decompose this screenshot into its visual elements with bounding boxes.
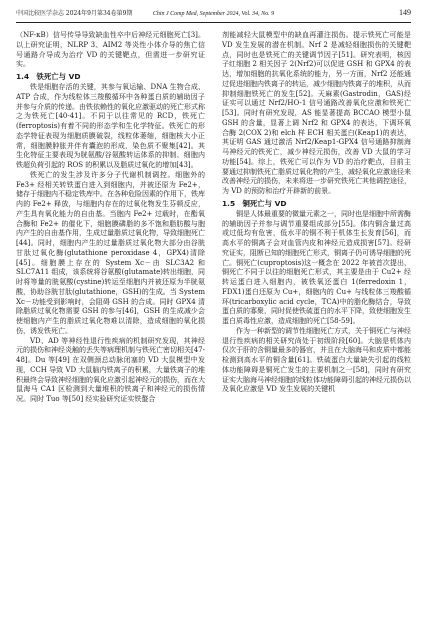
paragraph: 铜是人体最重要的微量元素之一，同时也是细胞中所需酶的辅助因子并参与调节重要组成部分[55]。体内铜含量过高或过低均有危害，低水平的铜不利于机体生长发育[56]，而高水平的铜离子会对血管内皮和神经元造成损害[57]。经研究证实，阻断已知的细胞死亡形式，铜离子仍可诱导细胞的死亡。铜死亡(cuproptosis)这一概念在 2022 年被首次提出，铜死亡不同于以往的细胞死亡形式，其主要是由于 Cu2+ 经转运蛋白进入细胞内，被铁氧还蛋白 1(ferredoxin 1，FDX1)蛋白还原为 Cu+，细胞内的 Cu+ 与线粒体三羧酸循环(tricarboxylic acid cycle，TCA)中的脂化酶结合，导致蛋白质的寡聚，同时促使铁硫蛋白的水平下降，致使细胞发生蛋白质毒性应激，造成细胞的死亡[58-59]。 xyxy=(222,209,411,325)
paragraph: 铁是细胞存活的关键，其参与氧运输、DNA 生物合成、ATP 合成，作为线粒体三羧酸循环中各种蛋白质的辅助因子并参与介质的传递。由铁依赖性的氧化应激驱动的死亡形式称之为铁死亡[40-41]。不同于以往常见的 RCD，铁死亡(ferroptosis)有着不同的形态学和生化学特征。铁死亡的形态学特征表现为细胞质膜破裂，线粒体萎缩，细胞核大小正常，细胞膜肿胀并伴有囊泡的形成，染色质不聚集[42]。其生化特征主要表现为胱氨酸/谷氨酸转运体系的抑制、细胞内铁超负荷引起的 ROS 的积累以及脂质过氧化的增加[43]。 xyxy=(16,83,205,169)
paragraph: （NF-κB）信号传导导致缺血性卒中后神经元细胞死亡[3]。以上研究证明，NLRP 3、AIM2 等炎性小体介导的焦亡信号通路介导成为治疗 VD 的关键靶点，但需进一步研究证实。 xyxy=(16,31,205,69)
journal-title-en: Chin J Comp Med, September 2024, Vol. 34, No. 9 xyxy=(152,11,275,17)
page-header xyxy=(16,8,411,23)
section-heading-cuproptosis: 1.5 铜死亡与 VD xyxy=(222,198,287,208)
page-number: 149 xyxy=(399,8,411,17)
paragraph: 剂能减轻大鼠模型中的缺血再灌注损伤。提示铁死亡可能是 VD 发生发展的潜在机制。Nrf 2 是减轻细胞损伤的关键靶点，同时也是铁死亡的关键调节因子[51]。研究表明，核因子红细胞 2 相关因子 2(Nrf2)可以促进 GSH 和 GPX4 的表达，增加细胞的抗氧化系统的能力，另一方面，Nrf2 还能通过促进细胞内铁离子的转运，减少细胞内铁离子的堆积，从而抑制细胞铁死亡的发生[52]。天麻素(Gastrodin，GAS)经证实可以通过 Nrf2/HO-1 信号通路改善氧化应激和铁死亡[53]。同时有研究发现，AS 能显著提高 BCCAO 模型小鼠 GSH 的含量，显著上调 Nrf2 和 GPX4 的表达，下调环氧合酶 2(COX 2)和 elch 样 ECH 相关蛋白(Keap1)的表达，其证明 GAS 通过激活 Nrf2/Keap1-GPX4 信号通路抑制海马神经元的铁死亡，减少神经元损伤，改善 VD 大鼠的学习功能[54]。综上，铁死亡可以作为 VD 的治疗靶点，目前主要通过抑制铁死亡脂质过氧化物的产生，减轻氧化应激途径来改善神经元的损伤，未来将进一步研究铁死亡其他调控途径，为 VD 的预防和治疗开辟新的前景。 xyxy=(222,31,411,195)
paragraph: 铁死亡的发生涉及许多分子代谢机制调控。细胞外的 Fe3+ 经相关转铁蛋白进入到细胞内，并被还原为 Fe2+，储存于细胞内不稳定铁库中。在各种危险因素的作用下，铁库内的 Fe2+ 释放，与细胞内存在的过氧化物发生芬顿反应，产生具有氧化能力的自由基。当胞内 Fe2+ 过载时，在酯氧合酶和 Fe2+ 的催化下，细胞膜磷脂的多不饱和脂肪酸与胞内产生的自由基作用，生成过量脂质过氧化物，导致细胞死亡[44]。同时，细胞内产生的过量脂质过氧化物大部分由谷胱甘肽过氧化酶(glutathione peroxidase 4，GPX4)清除[45]。细胞膜上存在的 System Xc－由 SLC3A2 和 SLC7A11 组成，该系统将谷氨酸(glutamate)转出细胞，同时将等量的胱氨酸(cystine)转运至细胞内并被还原为半胱氨酸，协助谷胱甘肽(glutathione，GSH)的生成。当 System Xc－功能受到影响时，会阻碍 GSH 的合成。同时 GPX4 清除脂质过氧化物需要 GSH 的参与[46]，GSH 的生成减少会使细胞内产生的脂质过氧化物难以清除，造成细胞的氧化损伤，诱发铁死亡。 xyxy=(16,170,205,335)
paragraph: VD、AD 等神经性退行性疾病的机制研究发现，其神经元的损伤和神经炎触的丢失等病理机制与铁死亡密切相关[47-48]。Du 等[49] 在双侧颈总动脉闭塞的 VD 大鼠模型中发现，CCH 导致 VD 大鼠脑内铁离子的积累，大量铁离子的堆积最终会导致神经细胞的氧化应激引起神经元的损伤，而在大鼠海马 CA1 区检测到大量堆积的铁离子和神经元的损伤情况。同时 Tuo 等[50] 经实验研究证实铁螯合 xyxy=(16,336,205,403)
right-column xyxy=(222,31,411,617)
section-heading-ferroptosis: 1.4 铁死亡与 VD xyxy=(16,72,81,81)
paragraph: 作为一种新型的调节性细胞死亡方式，关于铜死亡与神经退行性疾病的相关研究尚处于初级阶段[60]。大脑是机体内仅次于肝的含铜量最多的器官，并且在大脑海马和皮质中都能检测到高水平的铜含量[61]。铁硫蛋白大量缺失引起的线粒体功能障碍是铜死亡发生的主要机制之一[58]，同时有研究证实大脑海马神经细胞的线粒体功能障碍引起的神经元损伤以及氧化应激是 VD 发生发展的关键机 xyxy=(222,326,411,394)
left-column xyxy=(16,31,205,617)
journal-title-cn: 中国比较医学杂志 2024年9月第34卷第9期 xyxy=(16,10,133,17)
